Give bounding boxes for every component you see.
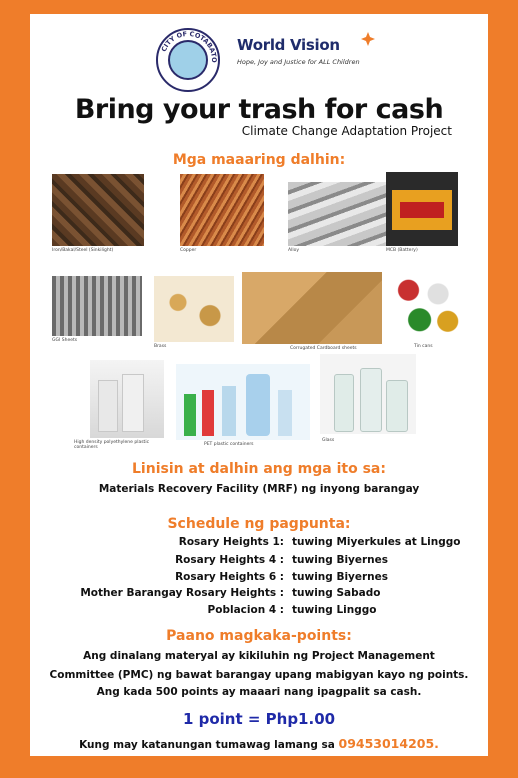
cardboard-caption: Corrugated Cardboard sheets (290, 346, 357, 351)
copper-wire-image (180, 174, 264, 246)
points-rate: 1 point = Php1.00 (182, 710, 336, 728)
world-vision-star-icon (361, 32, 375, 46)
seal-text-ring (156, 28, 220, 92)
gi-sheets-image (52, 276, 142, 336)
world-vision-name: World Vision (237, 36, 340, 54)
alloy-bars-image (288, 182, 396, 246)
svg-text:CITY OF COTABATO (160, 30, 218, 63)
schedule-place: Rosary Heights 1: (178, 536, 284, 548)
tin-cans-image (390, 268, 464, 342)
schedule-place: Rosary Heights 4 : (175, 554, 284, 566)
steel-scrap-image (52, 174, 144, 246)
schedule-place: Poblacion 4 : (207, 604, 284, 616)
battery-image (386, 172, 458, 246)
materials-heading: Mga maaaring dalhin: (172, 152, 346, 168)
pet-bottles-image (176, 364, 310, 440)
brass-fittings-image (154, 276, 234, 342)
schedule-place: Mother Barangay Rosary Heights : (80, 587, 284, 599)
cardboard-image (242, 272, 382, 344)
seal-text: CITY OF COTABATO (159, 29, 219, 63)
poster-subtitle: Climate Change Adaptation Project (241, 124, 452, 138)
hdpe-containers-image (90, 360, 164, 438)
points-line-3: Ang kada 500 points ay maaari nang ipagpalit sa cash. (96, 686, 422, 698)
schedule-day: tuwing Sabado (292, 587, 381, 599)
battery-caption: MCB (Battery) (386, 248, 418, 253)
tin-cans-caption: Tin cans (414, 344, 433, 349)
copper-caption: Copper (180, 248, 197, 253)
schedule-day: tuwing Biyernes (292, 554, 389, 566)
cleaning-text: Materials Recovery Facility (MRF) ng inyong barangay (98, 483, 420, 495)
contact-line (30, 736, 488, 751)
points-line-1: Ang dinalang materyal ay kikiluhin ng Project Management (83, 650, 435, 662)
alloy-caption: Alloy (288, 248, 299, 253)
contact-text: Kung may katanungan tumawag lamang sa (79, 739, 335, 751)
gi-caption: GGI Sheets (52, 338, 78, 343)
glass-caption: Glass (322, 438, 335, 443)
schedule-day: tuwing Linggo (292, 604, 377, 616)
schedule-day: tuwing Miyerkules at Linggo (292, 536, 461, 548)
schedule-place: Rosary Heights 6 : (175, 571, 284, 583)
poster (30, 14, 488, 756)
steel-caption: Iron/Bakal/Steel (Sinkilight) (52, 248, 114, 253)
cleaning-heading: Linisin at dalhin ang mga ito sa: (132, 461, 386, 477)
points-line-2: Committee (PMC) ng bawat barangay upang mabigyan kayo ng points. (49, 669, 469, 681)
schedule-day: tuwing Biyernes (292, 571, 389, 583)
poster-title: Bring your trash for cash (74, 94, 444, 125)
world-vision-tagline: Hope, Joy and Justice for ALL Children (237, 58, 360, 66)
schedule-heading: Schedule ng pagpunta: (167, 516, 351, 532)
points-heading: Paano magkaka-points: (166, 628, 352, 644)
glass-bottles-image (320, 354, 416, 434)
brass-caption: Brass (154, 344, 167, 349)
pet-caption: PET plastic containers (204, 442, 254, 447)
contact-number[interactable]: 09453014205. (338, 736, 439, 751)
hdpe-caption: High density polyethylene plastic containers (74, 440, 150, 450)
